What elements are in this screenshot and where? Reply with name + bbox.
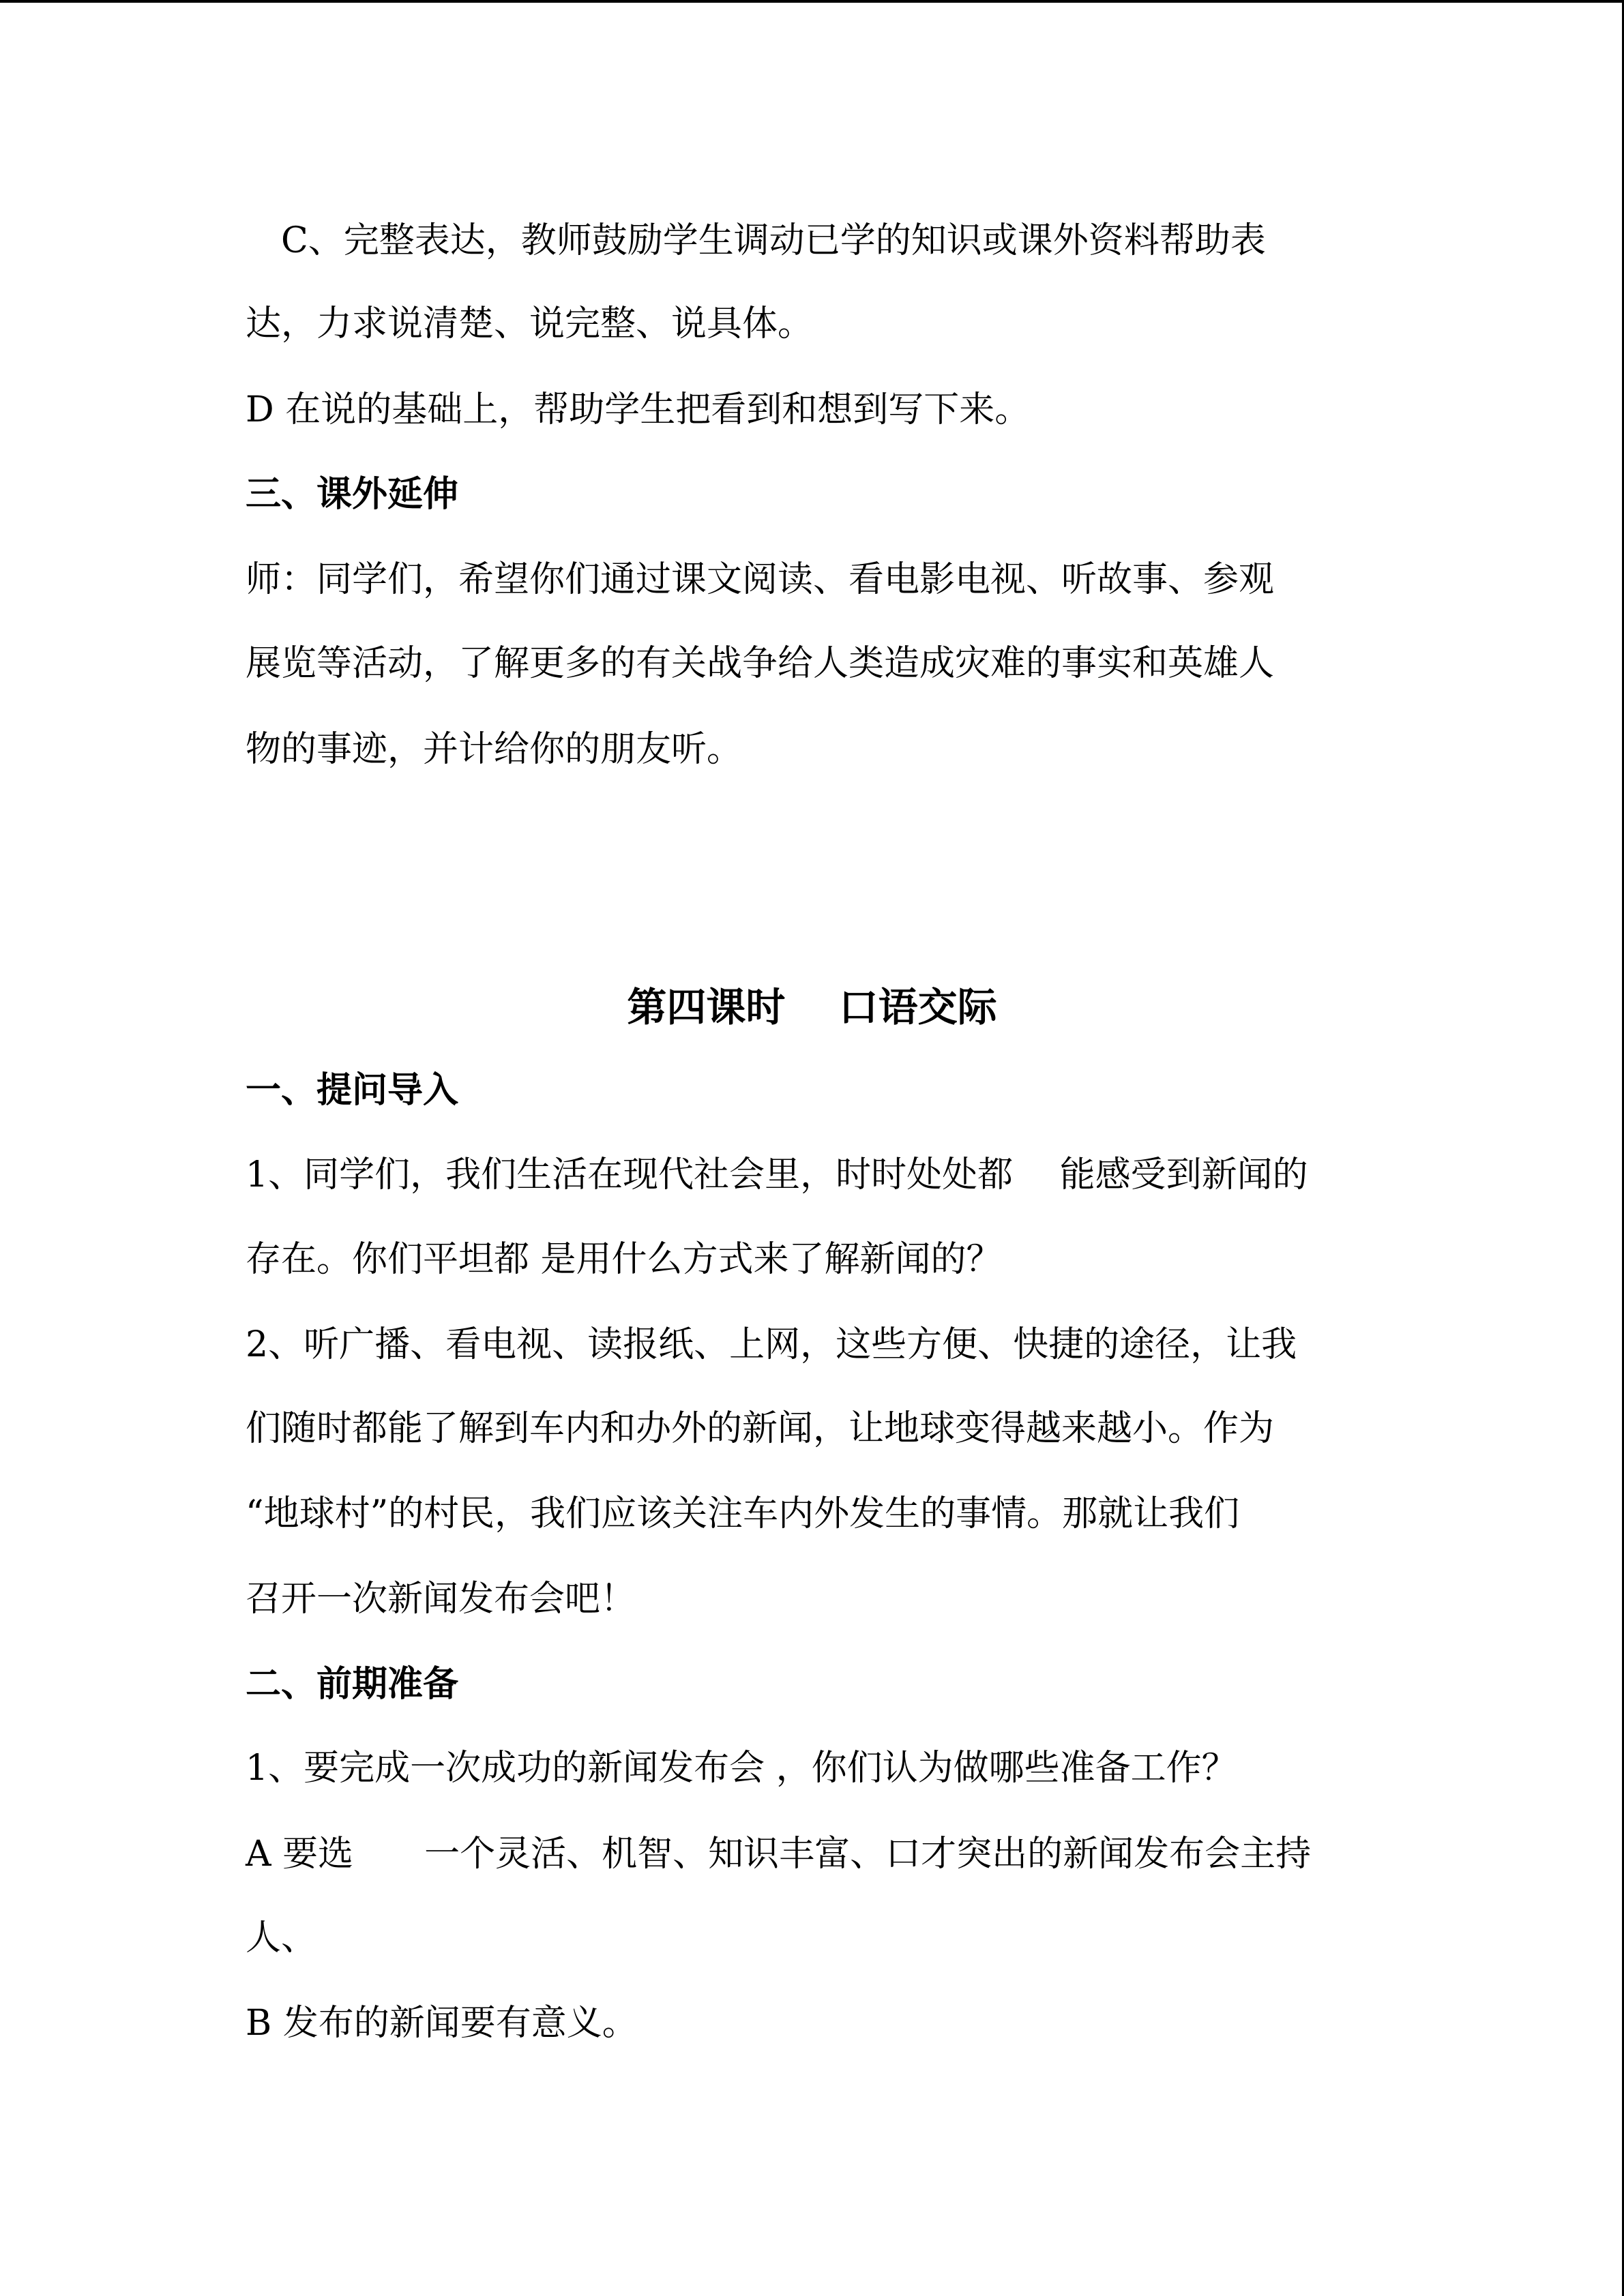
item-1-line-1: 1、同学们，我们生活在现代社会里，时时处处都 能感受到新闻的 xyxy=(246,1154,1308,1195)
heading-intro: 一、提问导入 xyxy=(246,1070,459,1111)
page-border-top xyxy=(0,0,1624,3)
item-2-line-1: 2、听广播、看电视、读报纸、上网，这些方便、快捷的途径，让我 xyxy=(246,1324,1297,1365)
item-2-line-4: 召开一次新闻发布会吧！ xyxy=(246,1579,636,1620)
item-2-line-2: 们随时都能了解到车内和办外的新闻，让地球变得越来越小。作为 xyxy=(246,1408,1275,1449)
section-d-text: D 在说的基础上，帮助学生把看到和想到写下来。 xyxy=(246,389,1031,430)
section-c-line-2: 达，力求说清楚、说完整、说具体。 xyxy=(246,303,814,344)
heading-preparation: 二、前期准备 xyxy=(246,1664,459,1705)
teacher-talk-line-2: 展览等活动，了解更多的有关战争给人类造成灾难的事实和英雄人 xyxy=(246,643,1275,684)
section-c-line-1: C、完整表达，教师鼓励学生调动已学的知识或课外资料帮助表 xyxy=(246,220,1266,261)
item-2-line-3: “地球村”的村民，我们应该关注车内外发生的事情。那就让我们 xyxy=(246,1493,1240,1534)
teacher-talk-line-1: 师：同学们，希望你们通过课文阅读、看电影电视、听故事、参观 xyxy=(246,559,1275,600)
prep-item-1: 1、要完成一次成功的新闻发布会 ，你们认为做哪些准备工作？ xyxy=(246,1748,1237,1789)
item-1-line-2: 存在。你们平坦都 是用什么方式来了解新闻的？ xyxy=(246,1239,1002,1280)
prep-b-text: B 发布的新闻要有意义。 xyxy=(246,2003,638,2044)
heading-extension: 三、课外延伸 xyxy=(246,474,459,515)
prep-a-line-1: A 要选 一个灵活、机智、知识丰富、口才突出的新闻发布会主持 xyxy=(246,1834,1312,1875)
teacher-talk-line-3: 物的事迹，并计给你的朋友听。 xyxy=(246,729,743,770)
prep-a-line-2: 人、 xyxy=(246,1918,317,1958)
lesson-title: 第四课时 口语交际 xyxy=(627,984,997,1030)
